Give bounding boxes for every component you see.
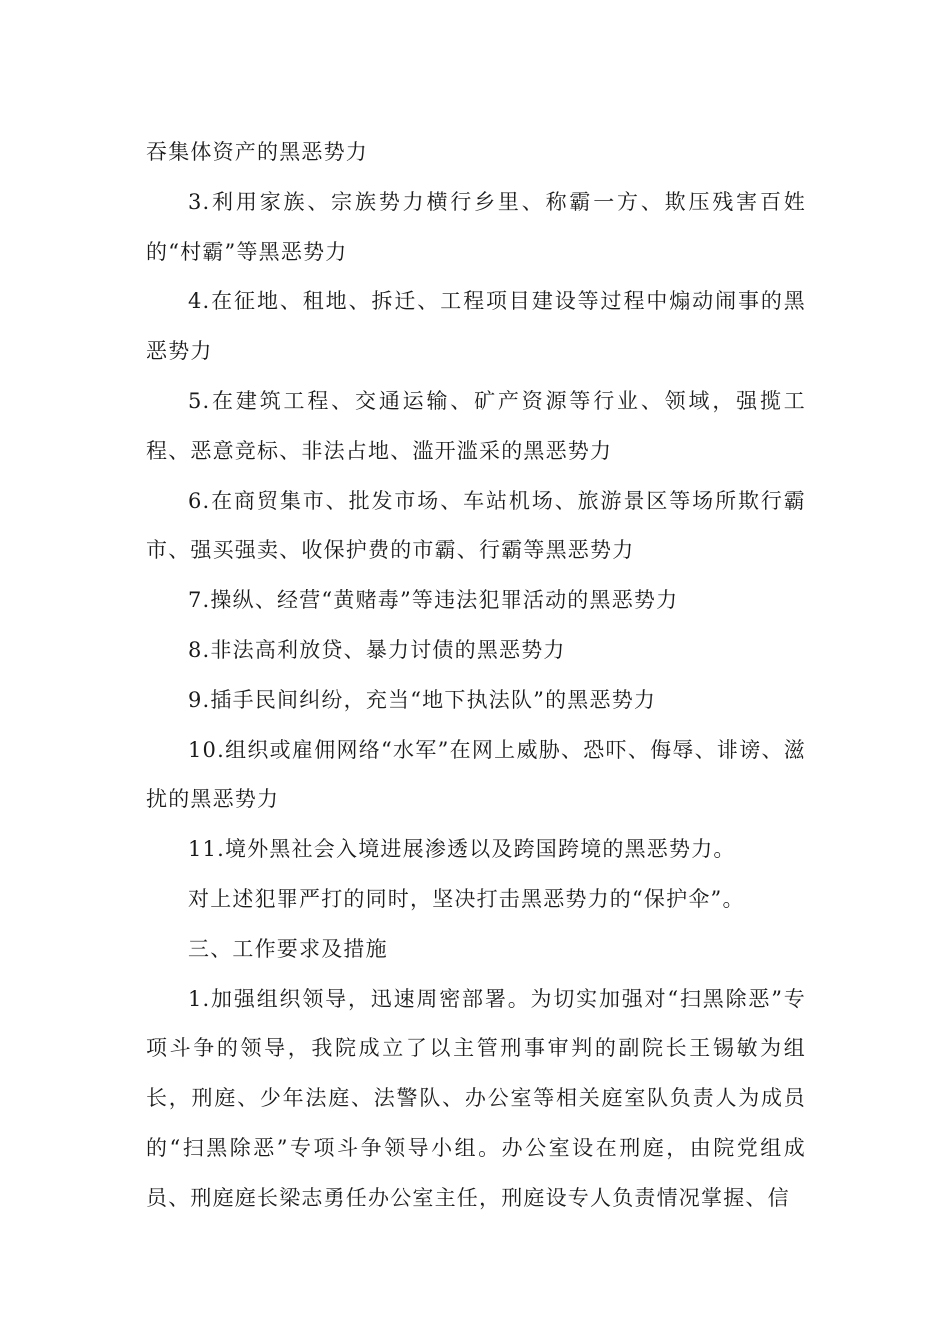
measure-paragraph-1: 1.加强组织领导，迅速周密部署。为切实加强对“扫黑除恶”专项斗争的领导，我院成立了以主管刑事审判的副院长王锡敏为组长，刑庭、少年法庭、法警队、办公室等相关庭室队负责人为成员的“扫黑除恶”专项斗争领导小组。办公室设在刑庭，由院党组成员、刑庭庭长梁志勇任办公室主任，刑庭设专人负责情况掌握、信 [146,986,806,1210]
list-item-5: 5.在建筑工程、交通运输、矿产资源等行业、领域，强揽工程、恶意竞标、非法占地、滥开滥采的黑恶势力 [146,388,806,463]
list-item-7: 7.操纵、经营“黄赌毒”等违法犯罪活动的黑恶势力 [188,588,679,613]
document-body [146,128,806,1224]
list-item-6: 6.在商贸集市、批发市场、车站机场、旅游景区等场所欺行霸市、强买强卖、收保护费的市霸、行霸等黑恶势力 [146,488,806,563]
list-item-11: 11.境外黑社会入境进展渗透以及跨国跨境的黑恶势力。 [188,837,736,862]
list-item-8: 8.非法高利放贷、暴力讨债的黑恶势力 [188,637,566,662]
section-heading: 三、工作要求及措施 [188,936,388,961]
list-item-3: 3.利用家族、宗族势力横行乡里、称霸一方、欺压残害百姓的“村霸”等黑恶势力 [146,189,806,264]
list-item-9: 9.插手民间纠纷，充当“地下执法队”的黑恶势力 [188,687,657,712]
paragraph-continuation: 吞集体资产的黑恶势力 [146,140,368,164]
list-item-10: 10.组织或雇佣网络“水军”在网上威胁、恐吓、侮辱、诽谤、滋扰的黑恶势力 [146,737,806,812]
list-item-4: 4.在征地、租地、拆迁、工程项目建设等过程中煽动闹事的黑恶势力 [146,289,806,364]
summary-paragraph: 对上述犯罪严打的同时，坚决打击黑恶势力的“保护伞”。 [188,886,745,911]
